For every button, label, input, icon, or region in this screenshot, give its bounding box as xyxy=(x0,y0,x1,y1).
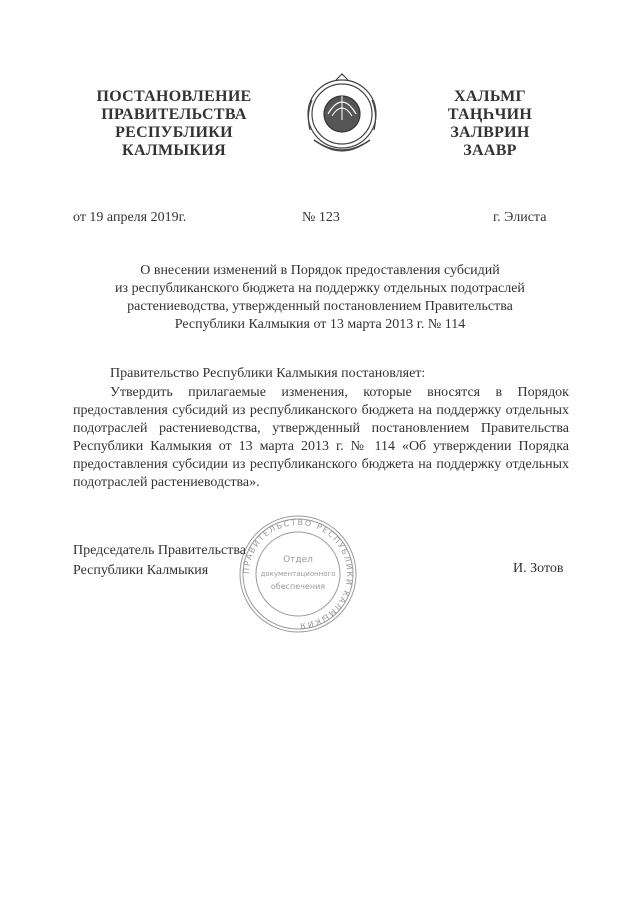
signatory-position xyxy=(73,541,246,581)
document-title xyxy=(80,262,560,334)
header-left-title xyxy=(76,88,272,160)
title-line: О внесении изменений в Порядок предоставления субсидий xyxy=(140,263,500,278)
body-line: Утвердить прилагаемые изменения, которые вносятся в Порядок xyxy=(110,385,569,400)
title-line: Республики Калмыкия от 13 марта 2013 г. № 114 xyxy=(174,317,466,332)
header-left-line: ПРАВИТЕЛЬСТВА xyxy=(101,106,247,123)
signatory-line: Председатель Правительства xyxy=(73,543,246,558)
stamp-outer-text: ПРАВИТЕЛЬСТВО РЕСПУБЛИКИ КАЛМЫКИЯ xyxy=(241,517,355,631)
body-line: предоставления субсидии из республиканского бюджета на поддержку отдельных xyxy=(73,457,569,472)
stamp-seal xyxy=(236,512,360,636)
body-line: подотраслей растениеводства». xyxy=(73,475,260,490)
header-right-line: ЗАЛВРИН xyxy=(450,124,530,141)
preamble: Правительство Республики Калмыкия постановляет: xyxy=(110,366,426,381)
document-city: г. Элиста xyxy=(493,210,547,225)
document-date: от 19 апреля 2019г. xyxy=(73,210,187,225)
header-left-line: КАЛМЫКИЯ xyxy=(122,142,226,159)
document-number: № 123 xyxy=(302,210,340,225)
header-right-line: ЗААВР xyxy=(463,142,517,159)
stamp-inner-line: обеспечения xyxy=(270,582,326,591)
header-left-line: РЕСПУБЛИКИ xyxy=(115,124,233,141)
body-line: Республики Калмыкия от 13 марта 2013 г. № 114 «Об утверждении Порядка xyxy=(73,439,569,454)
body-line: подотраслей растениеводства, утвержденный постановлением Правительства xyxy=(73,421,569,436)
title-line: из республиканского бюджета на поддержку отдельных подотраслей xyxy=(115,281,525,296)
header-right-line: ХАЛЬМГ xyxy=(453,88,527,105)
stamp-inner-line: Отдел xyxy=(283,555,313,565)
body-line: предоставления субсидий из республиканского бюджета на поддержку отдельных xyxy=(73,403,569,418)
header-left-line: ПОСТАНОВЛЕНИЕ xyxy=(96,88,252,105)
signatory-line: Республики Калмыкия xyxy=(73,563,209,578)
header-right-title xyxy=(418,88,562,160)
emblem-icon xyxy=(300,70,384,164)
signatory-name: И. Зотов xyxy=(513,561,564,576)
header-right-line: ТАҢҺЧИН xyxy=(447,106,533,123)
title-line: растениеводства, утвержденный постановлением Правительства xyxy=(127,299,513,314)
stamp-inner-line: документационного xyxy=(260,570,336,578)
body-paragraph xyxy=(73,384,569,492)
